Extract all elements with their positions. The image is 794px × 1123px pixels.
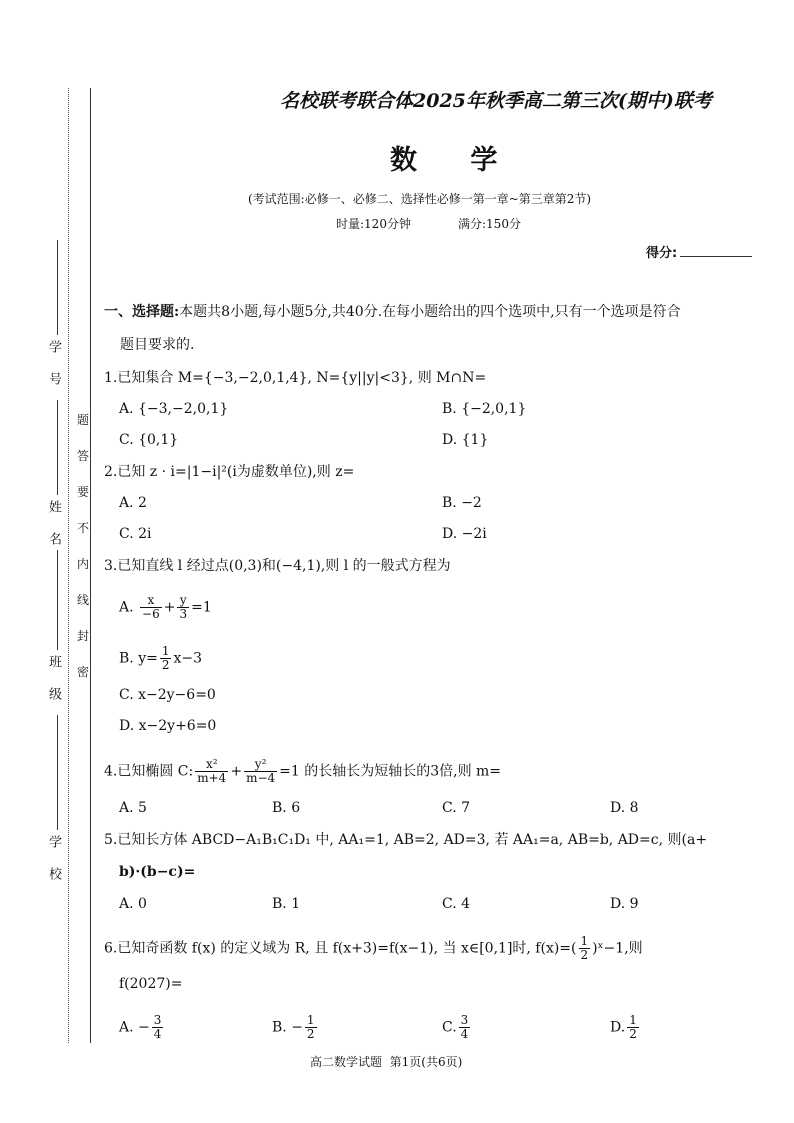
class-label: 班 级	[46, 655, 61, 702]
q5-option-c[interactable]: C. 4	[442, 896, 471, 912]
section1-line1	[104, 303, 681, 321]
q6-a-den: 4	[153, 1027, 162, 1041]
q4-frac1	[195, 758, 228, 785]
q4-frac2	[244, 758, 277, 785]
student-id-label: 学 号	[46, 340, 61, 387]
q2-text: 已知 z · i=|1−i|²(i为虚数单位),则 z=	[117, 464, 355, 480]
school-underline	[57, 715, 58, 830]
q1-option-c[interactable]: C. {0,1}	[119, 432, 179, 448]
q3-a-den2: 3	[179, 607, 188, 621]
q4-option-b[interactable]: B. 6	[272, 800, 301, 816]
seal-char: 答	[76, 449, 89, 463]
q4-text-b: =1 的长轴长为短轴长的3倍,则 m=	[279, 763, 502, 780]
q4-num1: x²	[195, 758, 228, 772]
full-score: 满分:150分	[458, 217, 521, 231]
q6-option-b[interactable]	[272, 1014, 319, 1041]
q6-d-frac	[627, 1014, 639, 1041]
q5-option-d[interactable]: D. 9	[610, 896, 639, 912]
q1-stem	[104, 369, 486, 387]
page-footer: 高二数学试题 第1页(共6页)	[310, 1055, 463, 1069]
seal-char: 题	[76, 413, 89, 427]
q6-frac-num: 1	[580, 934, 589, 948]
name-underline	[57, 400, 58, 495]
q1-option-d[interactable]: D. {1}	[442, 432, 489, 448]
q2-option-d[interactable]: D. −2i	[442, 526, 487, 542]
q6-c-den: 4	[460, 1027, 469, 1041]
q6-option-d[interactable]	[610, 1014, 641, 1041]
q2-option-b[interactable]: B. −2	[442, 495, 482, 511]
name-label: 姓 名	[46, 500, 61, 547]
q3-a-eq: =1	[191, 599, 212, 616]
seal-char: 密	[76, 665, 89, 679]
exam-scope: (考试范围:必修一、必修二、选择性必修一第一章~第三章第2节)	[248, 192, 592, 206]
q6-stem-line1	[104, 935, 643, 962]
q3-option-c[interactable]: C. x−2y−6=0	[119, 687, 216, 703]
class-underline	[57, 550, 58, 650]
q3-a-frac2	[177, 594, 189, 621]
q3-stem	[104, 557, 451, 575]
q1-option-a[interactable]: A. {−3,−2,0,1}	[119, 401, 229, 417]
q6-b-den: 2	[306, 1027, 315, 1041]
section1-title: 一、选择题:	[104, 304, 180, 320]
q6-text-a: 已知奇函数 f(x) 的定义域为 R, 且 f(x+3)=f(x−1), 当 x∈[0,1]时, f(x)=(	[117, 940, 577, 957]
q3-b-den: 2	[161, 658, 170, 672]
q6-stem-line2: f(2027)=	[119, 976, 183, 992]
score-label: 得分:	[646, 246, 678, 261]
q5-stem-line1	[104, 831, 707, 849]
q2-num: 2.	[104, 464, 118, 480]
q3-option-d[interactable]: D. x−2y+6=0	[119, 718, 217, 734]
q3-option-a[interactable]	[119, 594, 212, 621]
q3-a-num2: y	[177, 594, 189, 608]
q6-b-label: B. −	[272, 1019, 303, 1036]
q3-b-label: B. y=	[119, 650, 158, 667]
q3-a-plus: +	[163, 599, 176, 616]
q6-c-num: 3	[460, 1013, 469, 1027]
q4-num: 4.	[104, 763, 118, 780]
q2-option-c[interactable]: C. 2i	[119, 526, 152, 542]
student-id-underline	[57, 240, 58, 335]
q6-c-frac	[459, 1014, 471, 1041]
q6-option-a[interactable]	[119, 1014, 165, 1041]
q3-b-rest: x−3	[173, 650, 203, 667]
q6-d-den: 2	[629, 1027, 637, 1041]
q5-option-b[interactable]: B. 1	[272, 896, 301, 912]
q5-stem-line2: b)·(b−c)=	[119, 864, 196, 880]
q6-b-num: 1	[306, 1013, 315, 1027]
q3-a-frac1	[140, 594, 162, 621]
q4-option-c[interactable]: C. 7	[442, 800, 471, 816]
q6-d-num: 1	[629, 1013, 637, 1027]
q6-d-label: D.	[610, 1019, 626, 1036]
q3-num: 3.	[104, 558, 118, 574]
q3-a-num1: x	[140, 594, 162, 608]
q3-text: 已知直线 l 经过点(0,3)和(−4,1),则 l 的一般式方程为	[117, 558, 451, 574]
q3-b-num: 1	[161, 644, 170, 658]
q4-den1: m+4	[197, 771, 227, 785]
section1-desc: 本题共8小题,每小题5分,共40分.在每小题给出的四个选项中,只有一个选项是符合	[179, 304, 681, 320]
q5-num: 5.	[104, 832, 118, 848]
q6-option-c[interactable]	[442, 1014, 472, 1041]
q6-num: 6.	[104, 940, 118, 957]
binding-line	[90, 88, 91, 1043]
exam-title: 名校联考联合体2025年秋季高二第三次(期中)联考	[280, 90, 712, 112]
seal-chars	[76, 402, 90, 690]
subject-title: 数 学	[390, 145, 520, 176]
q3-b-frac	[160, 645, 172, 672]
school-label: 学 校	[46, 835, 61, 882]
seal-char: 要	[76, 485, 89, 499]
q1-text: 已知集合 M={−3,−2,0,1,4}, N={y||y|<3}, 则 M∩N=	[117, 370, 487, 386]
q4-text-a: 已知椭圆 C:	[117, 763, 194, 780]
section1-desc-line2: 题目要求的.	[120, 337, 195, 353]
q6-a-frac	[152, 1014, 164, 1041]
q4-option-a[interactable]: A. 5	[119, 800, 147, 816]
seal-char: 不	[76, 521, 89, 535]
seal-char: 内	[76, 557, 89, 571]
q3-option-b[interactable]	[119, 645, 202, 672]
q3-a-den1: −6	[142, 607, 160, 621]
q5-option-a[interactable]: A. 0	[119, 896, 147, 912]
q2-stem	[104, 463, 354, 481]
score-field[interactable]	[680, 256, 752, 257]
q4-option-d[interactable]: D. 8	[610, 800, 639, 816]
q3-a-label: A.	[119, 599, 134, 616]
q4-num2: y²	[244, 758, 277, 772]
q1-num: 1.	[104, 370, 118, 386]
q6-b-frac	[305, 1014, 317, 1041]
q6-frac-den: 2	[580, 948, 589, 962]
q6-a-label: A. −	[119, 1019, 150, 1036]
q2-option-a[interactable]: A. 2	[119, 495, 147, 511]
seal-char: 封	[76, 629, 89, 643]
q4-plus: +	[230, 763, 243, 780]
q5-text: 已知长方体 ABCD−A₁B₁C₁D₁ 中, AA₁=1, AB=2, AD=3, 若 AA₁=a, AB=b, AD=c, 则(a+	[117, 832, 708, 848]
q1-option-b[interactable]: B. {−2,0,1}	[442, 401, 527, 417]
dotted-cut-line	[68, 88, 69, 1043]
q6-a-num: 3	[153, 1013, 162, 1027]
q4-stem	[104, 758, 501, 785]
q6-frac	[579, 935, 591, 962]
q6-text-b: )ˣ−1,则	[592, 940, 643, 957]
q4-den2: m−4	[246, 771, 276, 785]
q6-c-label: C.	[442, 1019, 457, 1036]
exam-time: 时量:120分钟	[336, 217, 411, 231]
seal-char: 线	[76, 593, 89, 607]
